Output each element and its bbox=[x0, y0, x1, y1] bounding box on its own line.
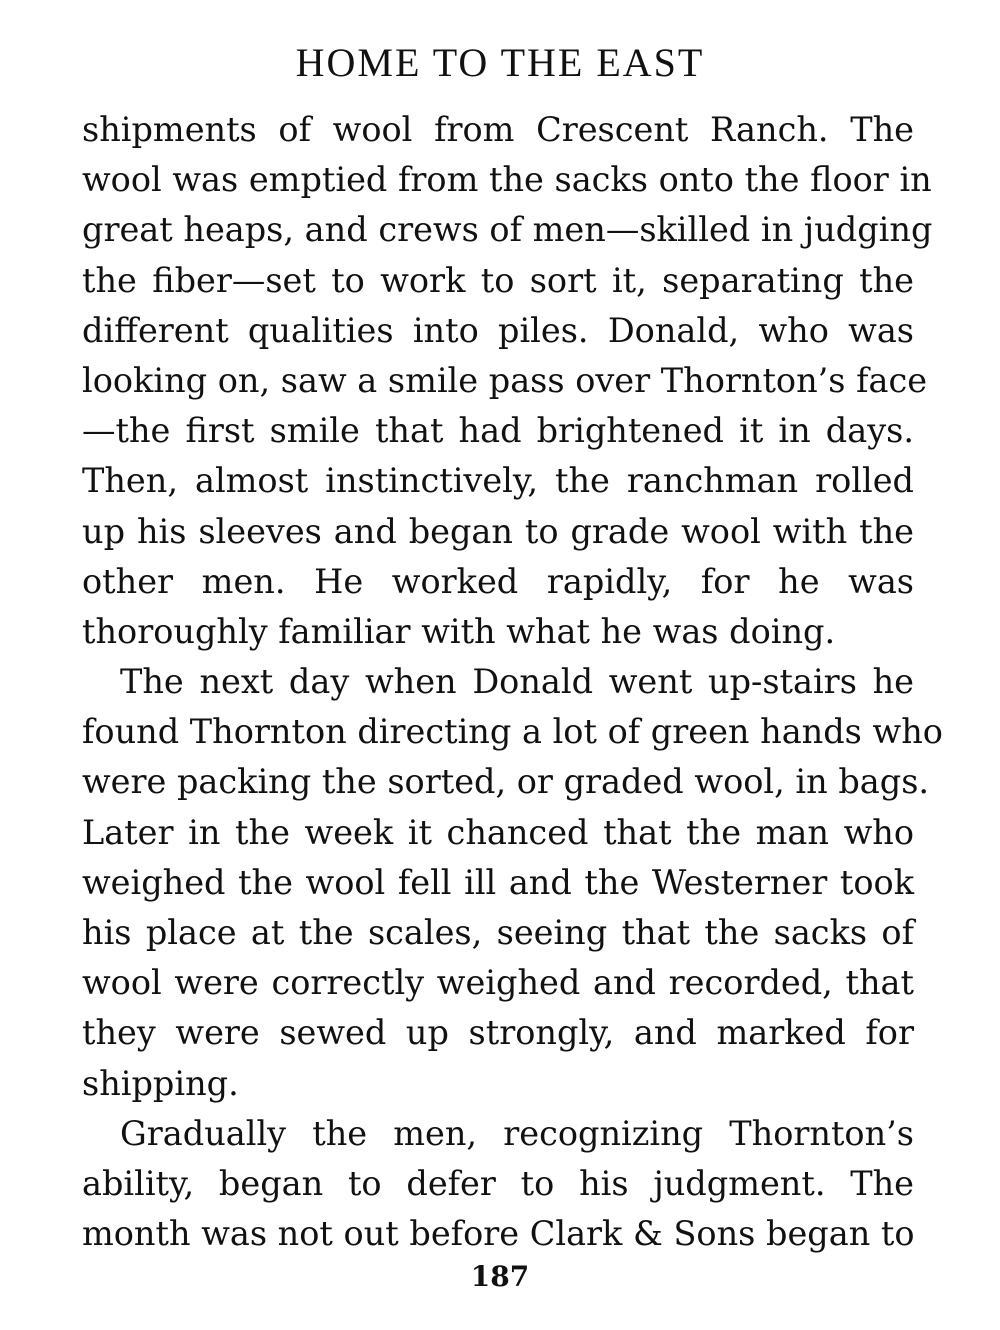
text-line: found Thornton directing a lot of green hands who bbox=[82, 712, 943, 752]
text-line: wool were correctly weighed and recorded, that bbox=[82, 963, 914, 1003]
text-line: great heaps, and crews of men—skilled in judging bbox=[82, 210, 933, 250]
text-line: Then, almost instinctively, the ranchman rolled bbox=[82, 461, 914, 501]
text-line: shipping. bbox=[82, 1063, 239, 1103]
text-line: other men. He worked rapidly, for he was bbox=[82, 561, 914, 601]
text-line: they were sewed up strongly, and marked for bbox=[82, 1013, 914, 1053]
text-line: Gradually the men, recognizing Thornton’s bbox=[120, 1113, 914, 1153]
body-text bbox=[82, 105, 943, 1259]
text-line: different qualities into piles. Donald, who was bbox=[82, 310, 914, 350]
text-line: weighed the wool fell ill and the Westerner took bbox=[82, 862, 914, 902]
text-line: were packing the sorted, or graded wool, in bags. bbox=[82, 762, 930, 802]
text-line: looking on, saw a smile pass over Thornton’s face bbox=[82, 360, 928, 400]
text-line: wool was emptied from the sacks onto the floor in bbox=[82, 160, 932, 200]
text-line: thoroughly familiar with what he was doing. bbox=[82, 611, 836, 651]
page-number: 187 bbox=[470, 1260, 530, 1293]
text-line: ability, began to defer to his judgment. The bbox=[82, 1163, 914, 1203]
text-line: up his sleeves and began to grade wool with the bbox=[82, 511, 914, 551]
running-title: HOME TO THE EAST bbox=[295, 40, 705, 85]
text-line: month was not out before Clark & Sons began to bbox=[82, 1214, 915, 1254]
text-line: —the first smile that had brightened it in days. bbox=[82, 411, 914, 451]
text-line: The next day when Donald went up-stairs he bbox=[120, 662, 914, 702]
text-line: his place at the scales, seeing that the sacks of bbox=[82, 913, 914, 952]
text-line: the fiber—set to work to sort it, separating the bbox=[82, 260, 914, 300]
text-line: Later in the week it chanced that the man who bbox=[82, 812, 914, 852]
text-line: shipments of wool from Crescent Ranch. The bbox=[82, 110, 914, 149]
